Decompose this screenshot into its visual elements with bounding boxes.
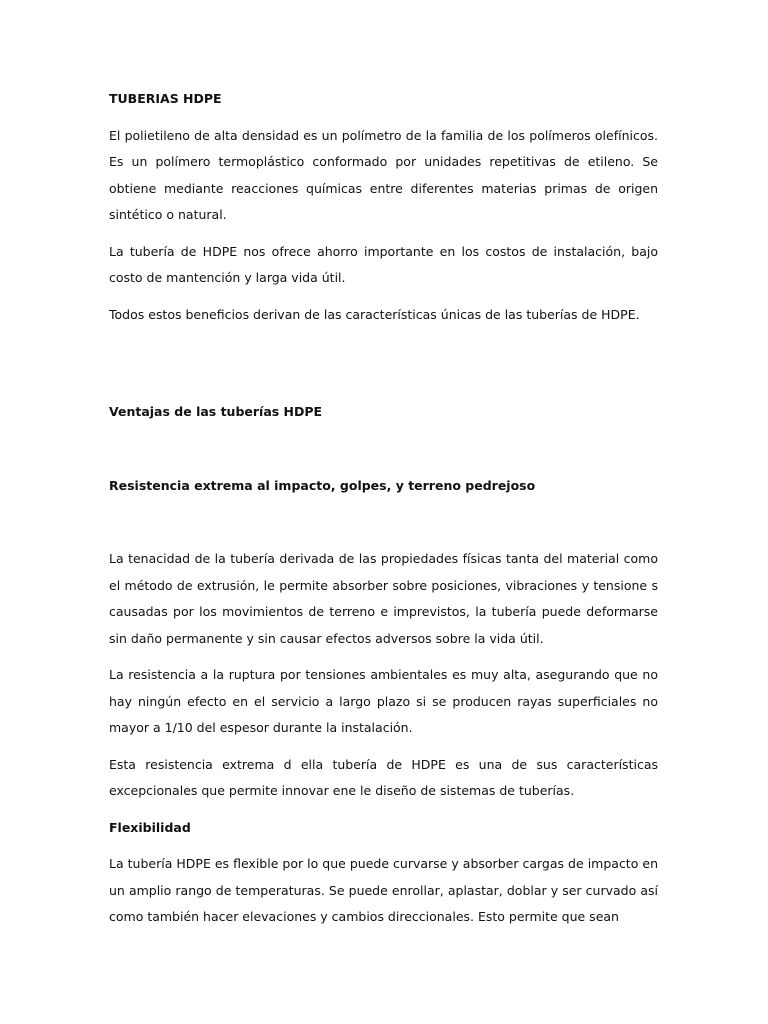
subsection-paragraph-3: Esta resistencia extrema d ella tubería de HDPE es una de sus características excepcionales que permite innovar ene le diseño de sistemas de tuberías. bbox=[109, 756, 658, 798]
intro-paragraph-2: La tubería de HDPE nos ofrece ahorro importante en los costos de instalación, bajo costo de mantención y larga vida útil. bbox=[109, 243, 658, 285]
flex-paragraph: La tubería HDPE es flexible por lo que puede curvarse y absorber cargas de impacto en un amplio rango de temperaturas. Se puede enrollar, aplastar, doblar y ser curvado así como también hacer elevaciones y cambios direccionales. Esto permite que sean bbox=[109, 856, 658, 924]
section-heading: Ventajas de las tuberías HDPE bbox=[109, 404, 323, 419]
intro-paragraph-3: Todos estos beneficios derivan de las características únicas de las tuberías de HDPE. bbox=[109, 306, 640, 322]
document-title: TUBERIAS HDPE bbox=[109, 91, 222, 106]
intro-paragraph-1: El polietileno de alta densidad es un polímetro de la familia de los polímeros olefínicos. Es un polímero termoplástico conformado por unidades repetitivas de etileno. Se obtiene mediante reacciones químicas entre diferentes materias primas de origen sintético o natural. bbox=[109, 127, 658, 222]
subsection-paragraph-2: La resistencia a la ruptura por tensiones ambientales es muy alta, asegurando que no hay ningún efecto en el servicio a largo plazo si se producen rayas superficiales no mayor a 1/10 del espesor durante la instalación. bbox=[109, 667, 658, 735]
document-body bbox=[109, 86, 658, 931]
flex-heading: Flexibilidad bbox=[109, 819, 191, 835]
subsection-paragraph-1: La tenacidad de la tubería derivada de las propiedades físicas tanta del material como el método de extrusión, le permite absorber sobre posiciones, vibraciones y tensione s causadas por los movimientos de terreno e imprevistos, la tubería puede deformarse sin daño permanente y sin causar efectos adversos sobre la vida útil. bbox=[109, 551, 658, 646]
subsection-heading: Resistencia extrema al impacto, golpes, y terreno pedrejoso bbox=[109, 477, 536, 493]
